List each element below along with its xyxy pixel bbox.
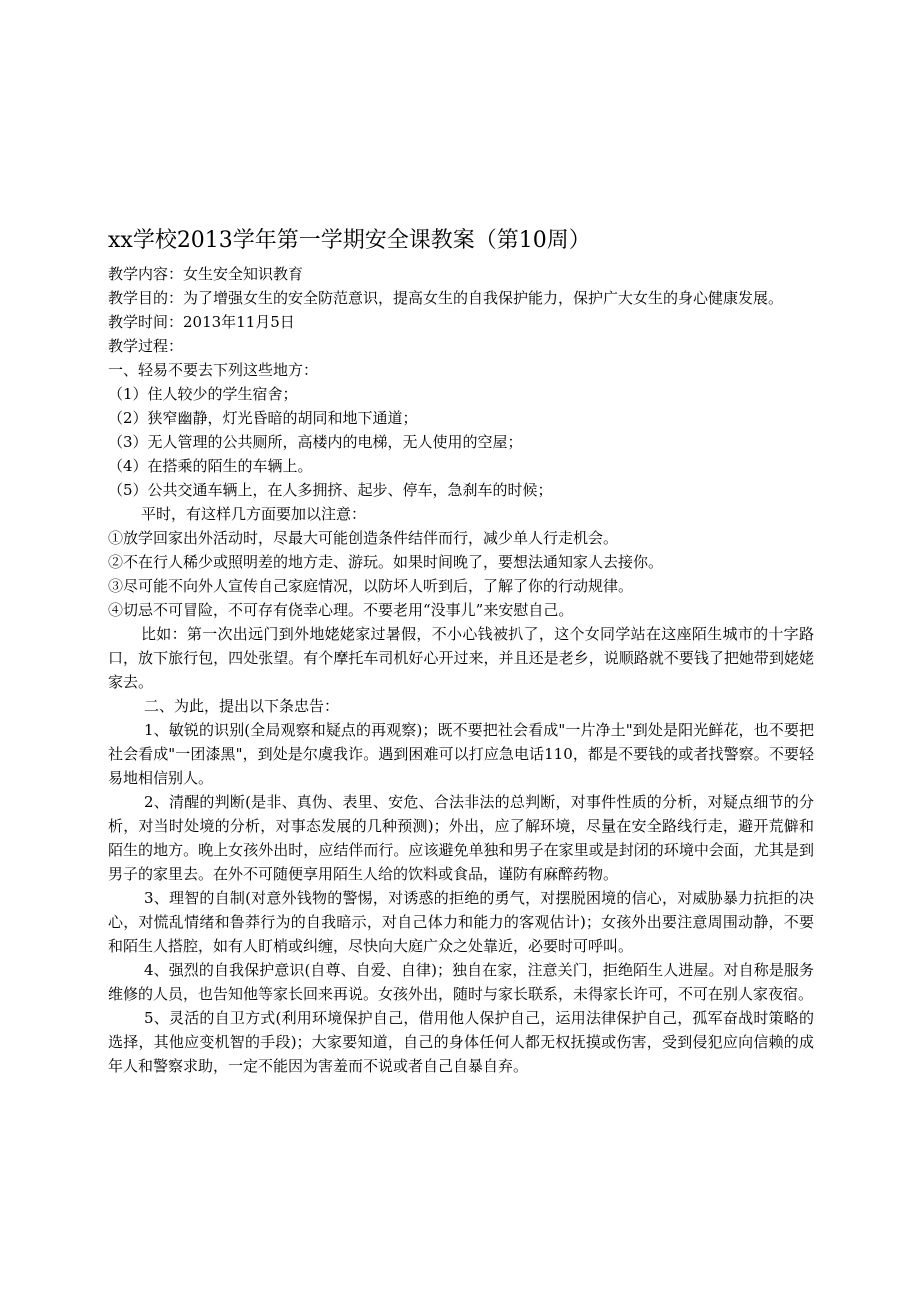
section1-note: 平时，有这样几方面要加以注意：	[141, 505, 367, 523]
list-item: （2）狭窄幽静，灯光昏暗的胡同和地下通道；	[108, 409, 418, 427]
circled-item: ②不在行人稀少或照明差的地方走、游玩。如果时间晚了，要想法通知家人去接你。	[108, 553, 664, 571]
teaching-purpose: 教学目的：为了增强女生的安全防范意识，提高女生的自我保护能力，保护广大女生的身心健康发展。	[108, 289, 784, 307]
circled-item: ①放学回家出外活动时，尽最大可能创造条件结伴而行，减少单人行走机会。	[108, 529, 619, 547]
advice-paragraph: 1、敏锐的识别(全局观察和疑点的再观察)；既不要把社会看成"一片净土"到处是阳光鲜花，也不要把社会看成"一团漆黑"，到处是尔虞我诈。遇到困难可以打应急电话110，都是不要钱的或者找警察。不要轻易地相信别人。	[108, 721, 814, 787]
list-item: （1）住人较少的学生宿舍；	[108, 385, 298, 403]
advice-paragraph: 5、灵活的自卫方式(利用环境保护自己，借用他人保护自己，运用法律保护自己，孤军奋战时策略的选择，其他应变机智的手段)；大家要知道，自己的身体任何人都无权抚摸或伤害，受到侵犯应向信赖的成年人和警察求助，一定不能因为害羞而不说或者自己自暴自弃。	[108, 1009, 814, 1075]
list-item: （3）无人管理的公共厕所，高楼内的电梯，无人使用的空屋；	[108, 433, 523, 451]
teaching-content: 教学内容：女生安全知识教育	[108, 265, 304, 283]
example-paragraph: 比如：第一次出远门到外地姥姥家过暑假，不小心钱被扒了，这个女同学站在这座陌生城市的十字路口，放下旅行包，四处张望。有个摩托车司机好心开过来，并且还是老乡，说顺路就不要钱了把她带到姥姥家去。	[108, 625, 814, 691]
section1-heading: 一、轻易不要去下列这些地方：	[108, 361, 319, 379]
list-item: （5）公共交通车辆上，在人多拥挤、起步、停车，急刹车的时候；	[108, 481, 553, 499]
circled-item: ④切忌不可冒险，不可存有侥幸心理。不要老用“没事儿”来安慰自己。	[108, 601, 574, 619]
advice-paragraph: 2、清醒的判断(是非、真伪、表里、安危、合法非法的总判断，对事件性质的分析，对疑点细节的分析，对当时处境的分析，对事态发展的几种预测)；外出，应了解环境，尽量在安全路线行走，避开荒僻和陌生的地方。晚上女孩外出时，应结伴而行。应该避免单独和男子在家里或是封闭的环境中会面，尤其是到男子的家里去。在外不可随便享用陌生人给的饮料或食品，谨防有麻醉药物。	[108, 793, 814, 883]
document-title: xx学校2013学年第一学期安全课教案（第10周）	[108, 228, 591, 253]
list-item: （4）在搭乘的陌生的车辆上。	[108, 457, 313, 475]
advice-paragraph: 4、强烈的自我保护意识(自尊、自爱、自律)；独自在家，注意关门，拒绝陌生人进屋。对自称是服务维修的人员，也告知他等家长回来再说。女孩外出，随时与家长联系，未得家长许可，不可在别人家夜宿。	[108, 961, 814, 1003]
teaching-process: 教学过程：	[108, 337, 184, 355]
circled-item: ③尽可能不向外人宣传自己家庭情况，以防坏人听到后，了解了你的行动规律。	[108, 577, 634, 595]
document-body	[108, 226, 814, 1078]
section2-heading: 二、为此，提出以下条忠告：	[144, 697, 340, 715]
advice-paragraph: 3、理智的自制(对意外钱物的警惕，对诱惑的拒绝的勇气，对摆脱困境的信心，对威胁暴力抗拒的决心，对慌乱情绪和鲁莽行为的自我暗示，对自己体力和能力的客观估计)；女孩外出要注意周围动静，不要和陌生人搭腔，如有人盯梢或纠缠，尽快向大庭广众之处靠近，必要时可呼叫。	[108, 889, 814, 955]
teaching-time: 教学时间：2013年11月5日	[108, 313, 295, 331]
